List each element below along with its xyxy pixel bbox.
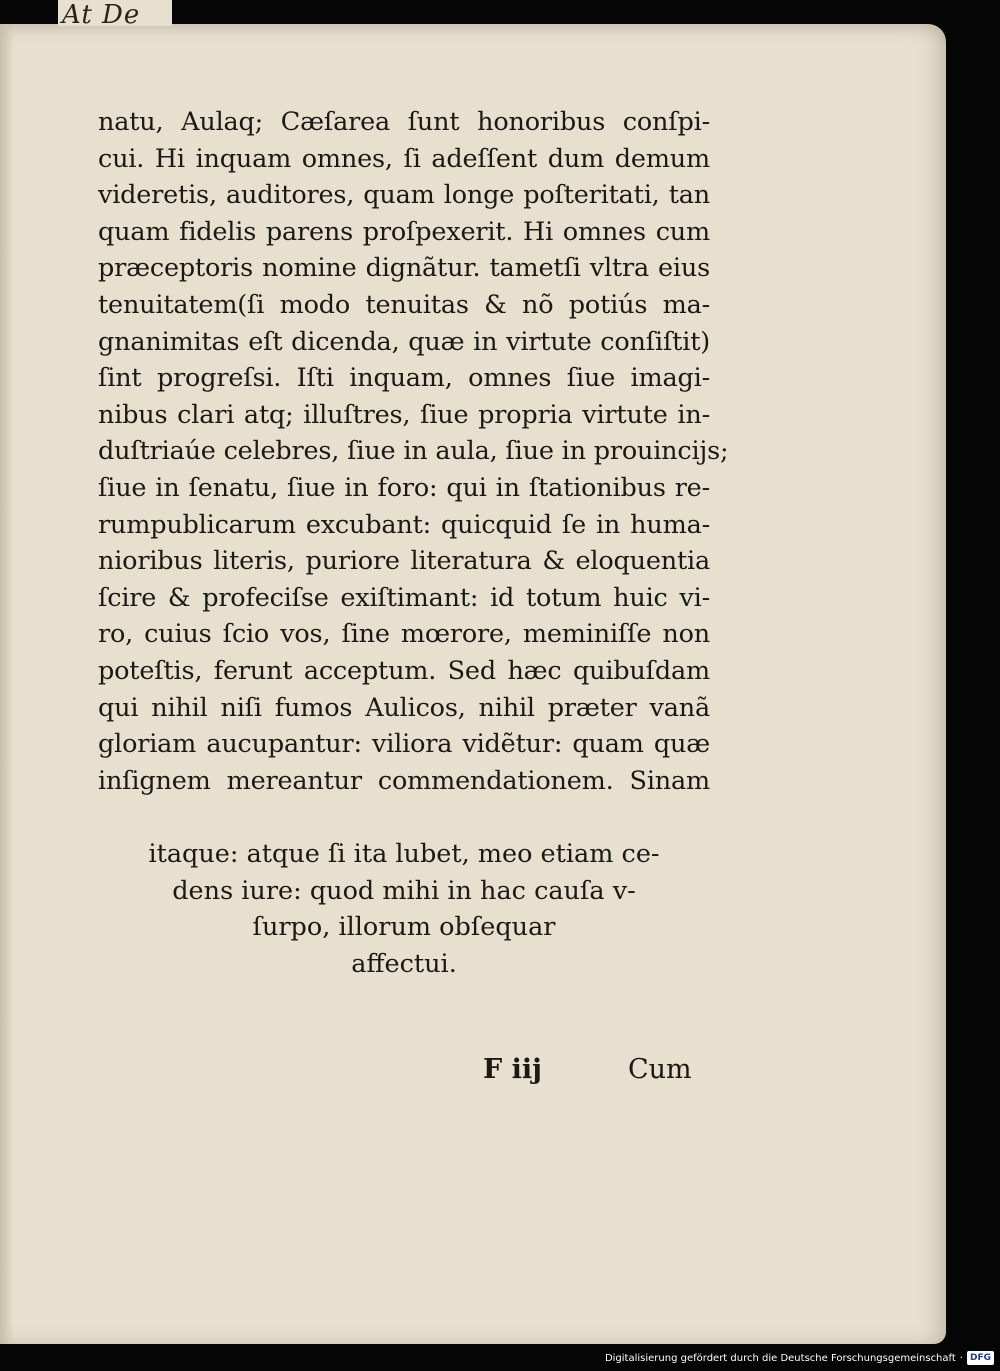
catchword: Cum <box>628 1054 692 1085</box>
running-header-fragment: At De <box>58 0 172 26</box>
text-line: qui nihil niſi fumos Aulicos, nihil præter vanã <box>98 692 710 723</box>
text-line: quam fidelis parens proſpexerit. Hi omnes cum <box>98 216 710 247</box>
taper-line: affectui. <box>351 948 457 979</box>
credit-text: Digitalisierung gefördert durch die Deutsche Forschungsgemeinschaft <box>604 1352 956 1364</box>
digitization-credit <box>605 1349 994 1367</box>
taper-line: dens iure: quod mihi in hac cauſa v- <box>172 875 636 906</box>
signature-mark: F iij <box>483 1054 542 1085</box>
page-footer <box>0 1054 946 1098</box>
text-line: rumpublicarum excubant: quicquid ſe in huma- <box>98 509 710 540</box>
page-sheet <box>0 24 946 1344</box>
text-line: cui. Hi inquam omnes, ſi adeſſent dum demum <box>98 143 710 174</box>
body-text-block <box>98 104 729 799</box>
text-line: inſignem mereantur commendationem. Sinam <box>98 765 710 796</box>
tapered-paragraph-end <box>98 836 710 982</box>
text-line: duſtriaúe celebres, ſiue in aula, ſiue in prouincijs; <box>98 436 729 467</box>
text-line: ro, cuius ſcio vos, ſine mœrore, meminiſſe non <box>98 619 710 650</box>
text-line: gloriam aucupantur: viliora vidẽtur: quam quæ <box>98 729 710 760</box>
taper-line: ſurpo, illorum obſequar <box>252 912 556 943</box>
text-line: tenuitatem(ſi modo tenuitas & nõ potiús ma- <box>98 289 710 320</box>
text-line: ſint progreſsi. Iſti inquam, omnes ſiue imagi- <box>98 363 710 394</box>
text-line: natu, Aulaq; Cæſarea ſunt honoribus conſpi- <box>98 107 710 137</box>
text-line: poteſtis, ferunt acceptum. Sed hæc quibuſdam <box>98 655 710 686</box>
text-line: ſiue in ſenatu, ſiue in foro: qui in ſtationibus re- <box>98 472 710 503</box>
dfg-logo-icon: DFG <box>967 1351 994 1365</box>
taper-line: itaque: atque ſi ita lubet, meo etiam ce- <box>148 839 660 869</box>
text-line: ſcire & profeciſse exiſtimant: id totum huic vi- <box>98 582 710 613</box>
credit-separator: · <box>959 1352 963 1364</box>
text-line: videretis, auditores, quam longe poſteritati, tan <box>98 180 710 211</box>
text-line: gnanimitas eſt dicenda, quæ in virtute conſiſtit) <box>98 326 710 357</box>
text-line: nibus clari atq; illuſtres, ſiue propria virtute in- <box>98 399 710 430</box>
text-line: præceptoris nomine dignãtur. tametſi vltra eius <box>98 253 710 284</box>
text-line: nioribus literis, puriore literatura & eloquentia <box>98 546 710 577</box>
